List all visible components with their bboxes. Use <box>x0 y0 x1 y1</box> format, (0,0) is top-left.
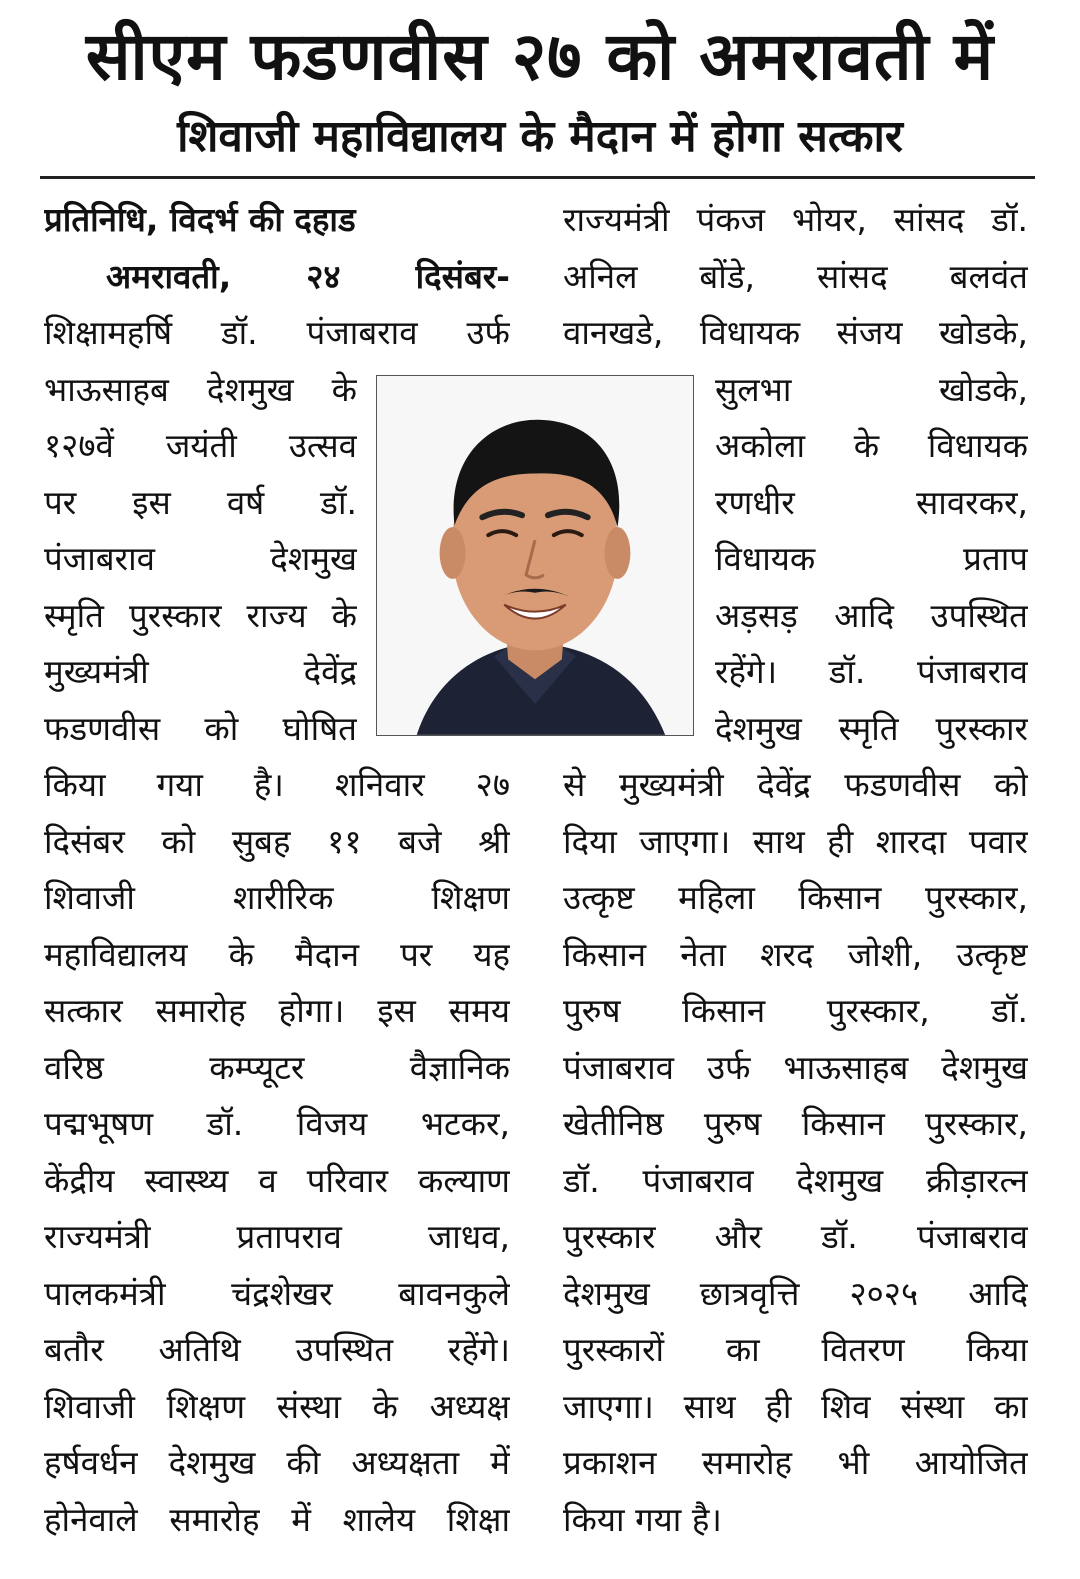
article-line: पुरुष किसान पुरस्कार, डॉ. <box>563 991 1028 1030</box>
portrait-photo <box>376 375 694 736</box>
article-line: खेतीनिष्ठ पुरुष किसान पुरस्कार, <box>563 1104 1028 1143</box>
article-line: किसान नेता शरद जोशी, उत्कृष्ट <box>563 934 1028 974</box>
article-line: अनिल बोंडे, सांसद बलवंत <box>563 256 1028 296</box>
dateline: अमरावती, २४ दिसंबर- <box>106 256 510 296</box>
article-line: सत्कार समारोह होगा। इस समय <box>44 991 510 1030</box>
article-line: अड़सड़ आदि उपस्थित <box>715 595 1028 635</box>
article-line: फडणवीस को घोषित <box>44 708 357 748</box>
headline-divider <box>40 176 1035 179</box>
article-line: वानखडे, विधायक संजय खोडके, <box>563 313 1028 352</box>
article-line: अकोला के विधायक <box>715 426 1028 465</box>
article-line: भाऊसाहब देशमुख के <box>44 369 357 409</box>
article-line: शिवाजी शिक्षण संस्था के अध्यक्ष <box>44 1386 510 1426</box>
article-line: बतौर अतिथि उपस्थित रहेंगे। <box>44 1330 510 1369</box>
article-line: केंद्रीय स्वास्थ्य व परिवार कल्याण <box>44 1160 510 1200</box>
article-line: पुरस्कार और डॉ. पंजाबराव <box>563 1217 1028 1256</box>
article-line: दिसंबर को सुबह ११ बजे श्री <box>44 821 510 861</box>
article-line: से मुख्यमंत्री देवेंद्र फडणवीस को <box>563 765 1028 804</box>
headline: सीएम फडणवीस २७ को अमरावती में <box>85 18 995 95</box>
article-line: जाएगा। साथ ही शिव संस्था का <box>563 1386 1028 1426</box>
article-line: पुरस्कारों का वितरण किया <box>563 1330 1028 1369</box>
article-line: रणधीर सावरकर, <box>715 482 1028 522</box>
article-line: पर इस वर्ष डॉ. <box>44 482 357 522</box>
article-line: शिवाजी शारीरिक शिक्षण <box>44 878 510 917</box>
article-line: महाविद्यालय के मैदान पर यह <box>44 934 510 974</box>
article-line: राज्यमंत्री प्रतापराव जाधव, <box>44 1217 510 1256</box>
article-line: उत्कृष्ट महिला किसान पुरस्कार, <box>563 878 1028 917</box>
article-line: किया गया है। <box>563 1499 722 1539</box>
article-line: दिया जाएगा। साथ ही शारदा पवार <box>563 821 1028 861</box>
article-line: प्रकाशन समारोह भी आयोजित <box>563 1443 1028 1482</box>
portrait-illustration <box>377 376 693 735</box>
article-line: देशमुख छात्रवृत्ति २०२५ आदि <box>563 1273 1028 1313</box>
article-line: हर्षवर्धन देशमुख की अध्यक्षता में <box>44 1443 510 1482</box>
subheadline: शिवाजी महाविद्यालय के मैदान में होगा सत्कार <box>177 111 903 162</box>
article-line: १२७वें जयंती उत्सव <box>44 426 357 465</box>
article-line: पंजाबराव उर्फ भाऊसाहब देशमुख <box>563 1047 1028 1087</box>
article-line: होनेवाले समारोह में शालेय शिक्षा <box>44 1499 510 1539</box>
article-line: पालकमंत्री चंद्रशेखर बावनकुले <box>44 1273 510 1313</box>
article-line: डॉ. पंजाबराव देशमुख क्रीड़ारत्न <box>563 1160 1028 1200</box>
article-line: पंजाबराव देशमुख <box>44 539 357 578</box>
article-line: पद्मभूषण डॉ. विजय भटकर, <box>44 1104 510 1143</box>
article-line: वरिष्ठ कम्प्यूटर वैज्ञानिक <box>44 1047 510 1087</box>
article-line: किया गया है। शनिवार २७ <box>44 765 510 804</box>
article-line: राज्यमंत्री पंकज भोयर, सांसद डॉ. <box>563 200 1028 239</box>
article-line: देशमुख स्मृति पुरस्कार <box>715 708 1028 748</box>
article-line: शिक्षामहर्षि डॉ. पंजाबराव उर्फ <box>44 313 510 352</box>
article-line: रहेंगे। डॉ. पंजाबराव <box>715 652 1028 691</box>
article-line: विधायक प्रताप <box>715 539 1028 578</box>
article-line: सुलभा खोडके, <box>715 369 1028 409</box>
article-line: स्मृति पुरस्कार राज्य के <box>44 595 357 635</box>
article-line: मुख्यमंत्री देवेंद्र <box>44 652 357 691</box>
byline: प्रतिनिधि, विदर्भ की दहाड <box>44 200 356 239</box>
